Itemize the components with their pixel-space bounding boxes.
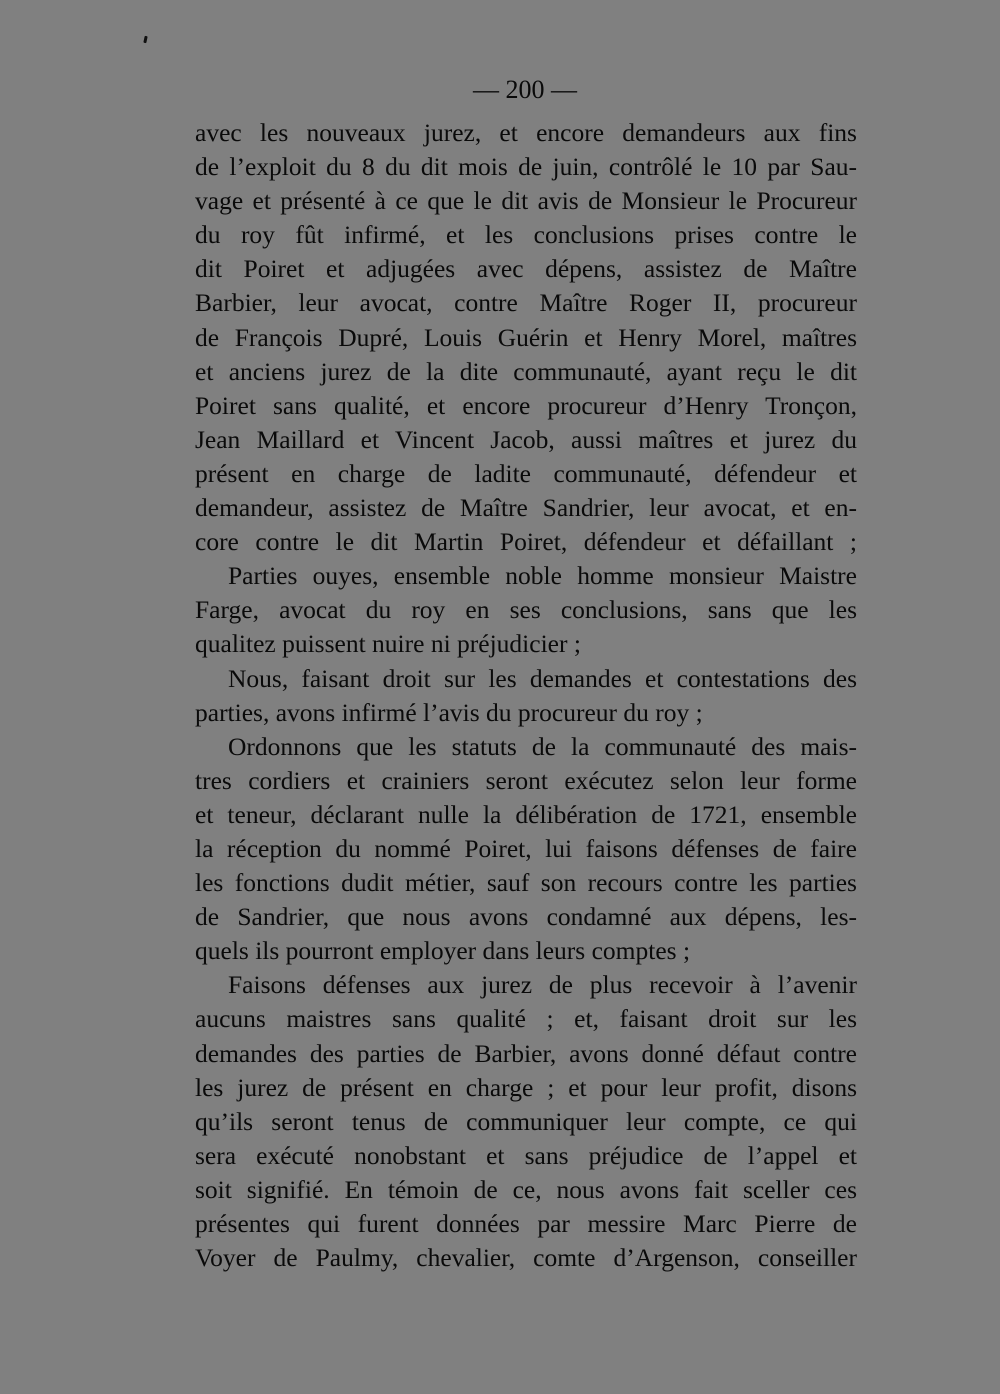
text-line: de François Dupré, Louis Guérin et Henry Morel, maîtres <box>195 322 857 352</box>
text-line: de Sandrier, que nous avons condamné aux dépens, les- <box>195 902 857 932</box>
text-line: qualitez puissent nuire ni préjudicier ; <box>195 629 581 659</box>
text-line: Faisons défenses aux jurez de plus recevoir à l’avenir <box>228 970 857 1000</box>
text-line: tres cordiers et crainiers seront exécutez selon leur forme <box>195 765 857 795</box>
text-line: avec les nouveaux jurez, et encore demandeurs aux fins <box>195 118 857 147</box>
text-line: Farge, avocat du roy en ses conclusions, sans que les <box>195 595 857 625</box>
text-line: demandeur, assistez de Maître Sandrier, leur avocat, et en- <box>195 493 857 523</box>
text-line: la réception du nommé Poiret, lui faisons défenses de faire <box>195 833 857 863</box>
text-line: Jean Maillard et Vincent Jacob, aussi maîtres et jurez du <box>195 424 857 454</box>
text-line: dit Poiret et adjugées avec dépens, assistez de Maître <box>195 254 857 284</box>
text-line: de l’exploit du 8 du dit mois de juin, contrôlé le 10 par Sau- <box>195 152 857 182</box>
ink-speck <box>143 36 147 43</box>
text-line: les fonctions dudit métier, sauf son recours contre les parties <box>195 868 857 898</box>
text-line: du roy fût infirmé, et les conclusions prises contre le <box>195 220 857 250</box>
text-line: qu’ils seront tenus de communiquer leur compte, ce qui <box>195 1106 857 1136</box>
text-line: et teneur, déclarant nulle la délibération de 1721, ensemble <box>195 799 857 829</box>
text-line: Parties ouyes, ensemble noble homme monsieur Maistre <box>228 561 857 591</box>
body-text <box>195 116 857 1275</box>
page-number: — 200 — <box>473 75 577 104</box>
text-line: les jurez de présent en charge ; et pour leur profit, disons <box>195 1072 857 1102</box>
text-line: Poiret sans qualité, et encore procureur d’Henry Tronçon, <box>195 390 857 420</box>
text-line: présentes qui furent données par messire Marc Pierre de <box>195 1209 857 1238</box>
text-line: Ordonnons que les statuts de la communauté des mais- <box>228 731 857 761</box>
text-line: Nous, faisant droit sur les demandes et contestations des <box>228 663 857 693</box>
text-line: quels ils pourront employer dans leurs comptes ; <box>195 936 691 966</box>
text-line: demandes des parties de Barbier, avons donné défaut contre <box>195 1038 857 1068</box>
text-line: parties, avons infirmé l’avis du procureur du roy ; <box>195 697 703 727</box>
text-line: core contre le dit Martin Poiret, défendeur et défaillant ; <box>195 527 857 557</box>
text-line: présent en charge de ladite communauté, défendeur et <box>195 458 857 488</box>
text-line: et anciens jurez de la dite communauté, ayant reçu le dit <box>195 356 857 386</box>
text-line: vage et présenté à ce que le dit avis de Monsieur le Procureur <box>195 186 857 216</box>
text-line: aucuns maistres sans qualité ; et, faisant droit sur les <box>195 1004 857 1034</box>
text-line: soit signifié. En témoin de ce, nous avons fait sceller ces <box>195 1174 857 1204</box>
text-line: Voyer de Paulmy, chevalier, comte d’Argenson, conseiller <box>195 1243 857 1273</box>
text-line: Barbier, leur avocat, contre Maître Roger II, procureur <box>195 288 857 318</box>
text-line: sera exécuté nonobstant et sans préjudice de l’appel et <box>195 1140 857 1170</box>
